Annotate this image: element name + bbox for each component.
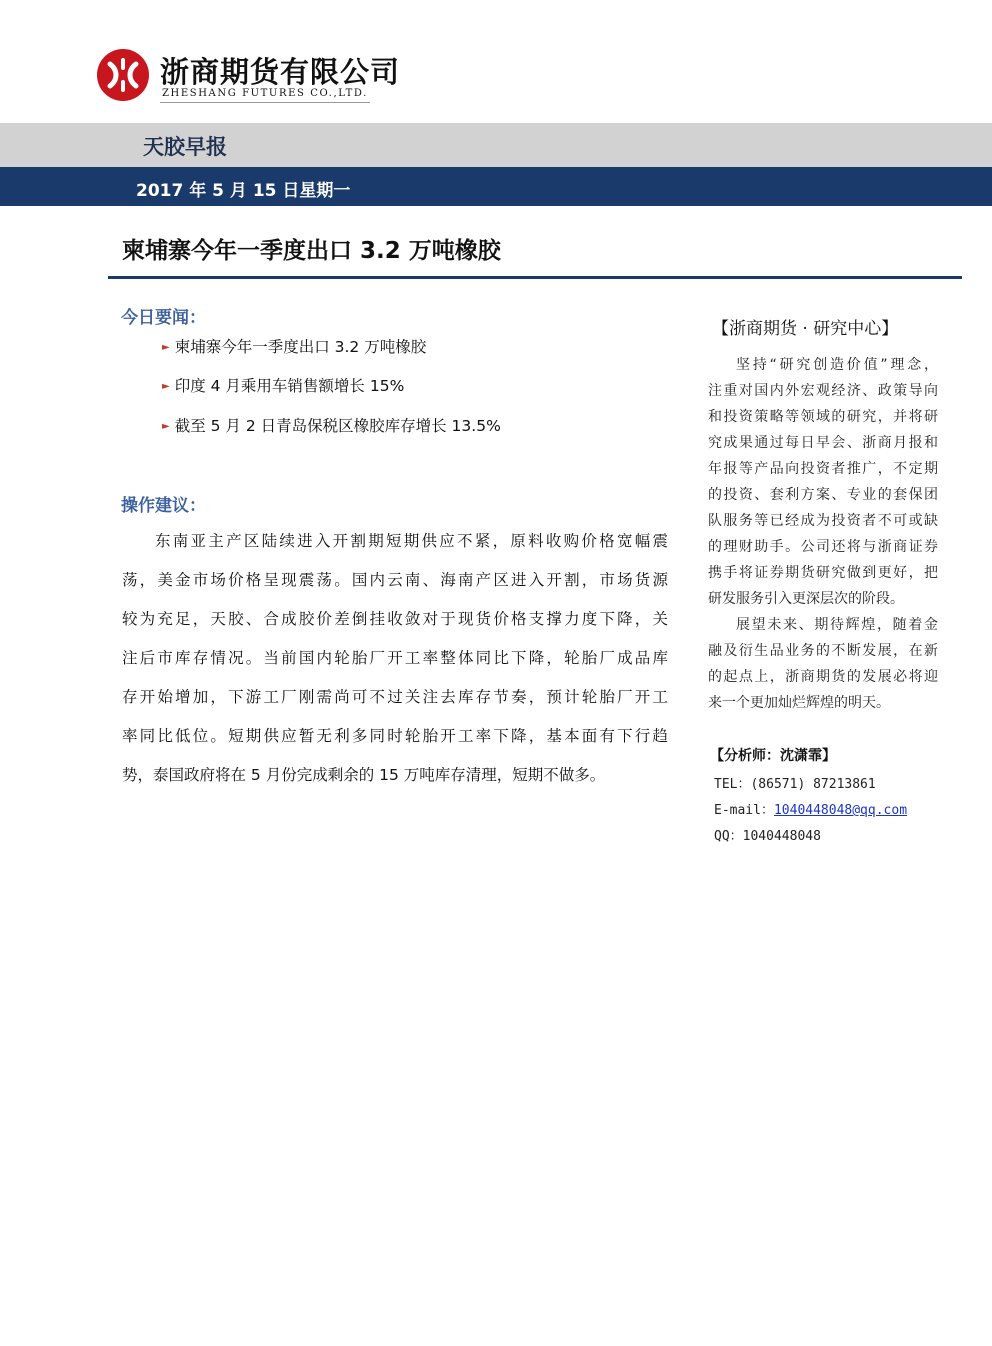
company-name-cn: 浙商期货有限公司 (160, 55, 401, 89)
analyst-name: 【分析师：沈潇霏】 (710, 748, 836, 764)
advice-section-title: 操作建议： (121, 496, 206, 516)
description-line: 的起点上，浙商期货的发展必将迎 (708, 669, 938, 685)
email-label: E-mail： (714, 803, 774, 818)
advice-line: 较为充足，天胶、合成胶价差倒挂收敛对于现货价格支撑力度下降，关 (122, 610, 668, 628)
advice-line: 存开始增加，下游工厂刚需尚可不过关注去库存节奏，预计轮胎厂开工 (122, 688, 668, 706)
phone-value: (86571) 87213861 (750, 777, 876, 792)
bullet-arrow-icon: ► (162, 342, 170, 353)
advice-line: 率同比低位。短期供应暂无利多同时轮胎开工率下降，基本面有下行趋 (122, 727, 668, 745)
news-item (162, 414, 501, 436)
description-line: 坚持“研究创造价值”理念， (736, 357, 938, 373)
company-name-en: ZHESHANG FUTURES CO.,LTD. (162, 88, 368, 99)
news-item (162, 335, 426, 357)
analyst-phone (714, 773, 876, 792)
description-line: 展望未来、期待辉煌，随着金 (736, 617, 938, 633)
description-line: 队服务等已经成为投资者不可或缺 (708, 513, 938, 529)
company-logo-icon (96, 48, 150, 102)
description-line: 研发服务引入更深层次的阶段。 (708, 591, 904, 607)
description-line: 的理财助手。公司还将与浙商证券 (708, 539, 938, 555)
description-line: 携手将证券期货研究做到更好，把 (708, 565, 938, 581)
bullet-arrow-icon: ► (162, 381, 170, 392)
description-line: 年报等产品向投资者推广，不定期 (708, 461, 938, 477)
headline-divider (108, 276, 962, 279)
advice-line: 势，泰国政府将在 5 月份完成剩余的 15 万吨库存清理，短期不做多。 (122, 766, 606, 784)
description-line: 融及衍生品业务的不断发展，在新 (708, 643, 938, 659)
news-section-title: 今日要闻： (121, 308, 206, 328)
bullet-arrow-icon: ► (162, 421, 170, 432)
research-center-description (708, 352, 938, 716)
report-name: 天胶早报 (143, 135, 227, 159)
description-line: 注重对国内外宏观经济、政策导向 (708, 383, 938, 399)
news-item (162, 374, 404, 396)
news-item-text: 截至 5 月 2 日青岛保税区橡胶库存增长 13.5% (174, 417, 501, 435)
analyst-email (714, 799, 907, 818)
email-link[interactable]: 1040448048@qq.com (773, 803, 908, 818)
advice-line: 东南亚主产区陆续进入开割期短期供应不紧，原料收购价格宽幅震 (155, 532, 668, 550)
advice-line: 注后市库存情况。当前国内轮胎厂开工率整体同比下降，轮胎厂成品库 (122, 649, 668, 667)
qq-value: 1040448048 (742, 829, 821, 844)
description-line: 来一个更加灿烂辉煌的明天。 (708, 695, 890, 711)
page-title: 柬埔寨今年一季度出口 3.2 万吨橡胶 (122, 238, 501, 264)
report-date: 2017 年 5 月 15 日星期一 (136, 181, 351, 201)
news-item-text: 印度 4 月乘用车销售额增长 15% (174, 377, 405, 395)
qq-label: QQ： (714, 829, 743, 844)
description-line: 和投资策略等领域的研究，并将研 (708, 409, 938, 425)
research-center-title: 【浙商期货 · 研究中心】 (712, 319, 899, 339)
advice-line: 荡，美金市场价格呈现震荡。国内云南、海南产区进入开割，市场货源 (122, 571, 668, 589)
phone-label: TEL： (714, 777, 751, 792)
description-line: 的投资、套利方案、专业的套保团 (708, 487, 938, 503)
logo-divider (160, 102, 370, 103)
analyst-qq (714, 825, 821, 844)
news-item-text: 柬埔寨今年一季度出口 3.2 万吨橡胶 (174, 338, 427, 356)
description-line: 究成果通过每日早会、浙商月报和 (708, 435, 938, 451)
advice-paragraph (122, 522, 668, 795)
